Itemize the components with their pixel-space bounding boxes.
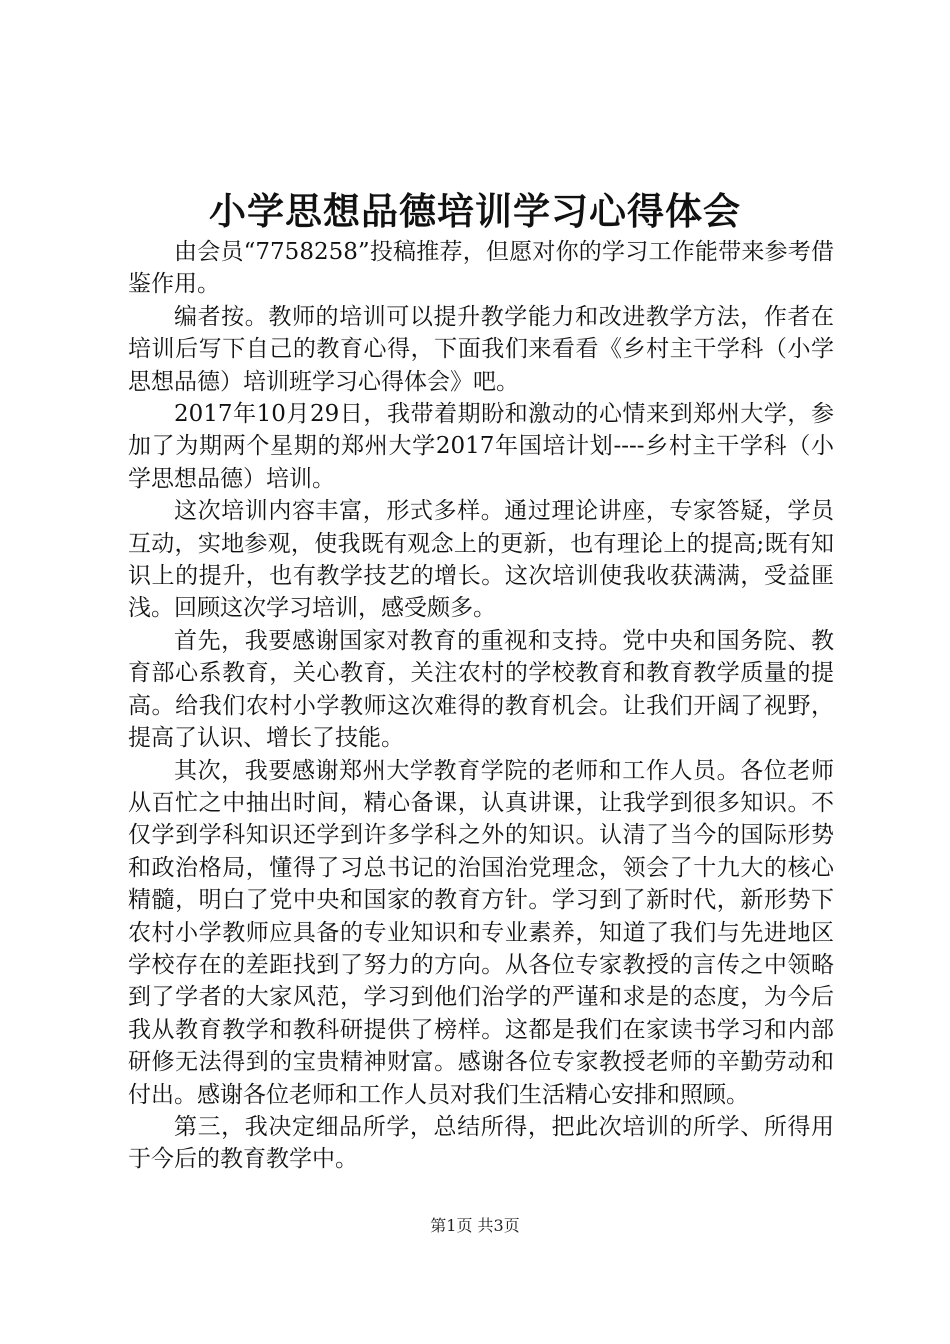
- paragraph-intro: 由会员“7758258”投稿推荐，但愿对你的学习工作能带来参考借鉴作用。: [128, 239, 834, 298]
- document-body: [128, 236, 834, 1176]
- paragraph-second: 其次，我要感谢郑州大学教育学院的老师和工作人员。各位老师从百忙之中抽出时间，精心备课，认真讲课，让我学到很多知识。不仅学到学科知识还学到许多学科之外的知识。认清了当今的国际形势和政治格局，懂得了习总书记的治国治党理念，领会了十九大的核心精髓，明白了党中央和国家的教育方针。学习到了新时代，新形势下农村小学教师应具备的专业知识和专业素养，知道了我们与先进地区学校存在的差距找到了努力的方向。从各位专家教授的言传之中领略到了学者的大家风范，学习到他们治学的严谨和求是的态度，为今后我从教育教学和教科研提供了榜样。这都是我们在家读书学习和内部研修无法得到的宝贵精神财富。感谢各位专家教授老师的辛勤劳动和付出。感谢各位老师和工作人员对我们生活精心安排和照顾。: [128, 757, 834, 1108]
- document-title: 小学思想品德培训学习心得体会: [209, 189, 741, 233]
- paragraph-editor-note: 编者按。教师的培训可以提升教学能力和改进教学方法，作者在培训后写下自己的教育心得，下面我们来看看《乡村主干学科（小学思想品德）培训班学习心得体会》吧。: [128, 303, 834, 395]
- page-number: 第1页 共3页: [430, 1216, 520, 1235]
- paragraph-third: 第三，我决定细品所学，总结所得，把此次培训的所学、所得用于今后的教育教学中。: [128, 1113, 834, 1173]
- paragraph-content: 这次培训内容丰富，形式多样。通过理论讲座，专家答疑，学员互动，实地参观，使我既有观念上的更新，也有理论上的提高;既有知识上的提升，也有教学技艺的增长。这次培训使我收获满满，受益匪浅。回顾这次学习培训，感受颇多。: [128, 498, 834, 622]
- paragraph-arrival: 2017年10月29日，我带着期盼和激动的心情来到郑州大学，参加了为期两个星期的郑州大学2017年国培计划----乡村主干学科（小学思想品德）培训。: [128, 401, 834, 492]
- paragraph-first: 首先，我要感谢国家对教育的重视和支持。党中央和国务院、教育部心系教育，关心教育，关注农村的学校教育和教育教学质量的提高。给我们农村小学教师这次难得的教育机会。让我们开阔了视野，提高了认识、增长了技能。: [128, 627, 834, 752]
